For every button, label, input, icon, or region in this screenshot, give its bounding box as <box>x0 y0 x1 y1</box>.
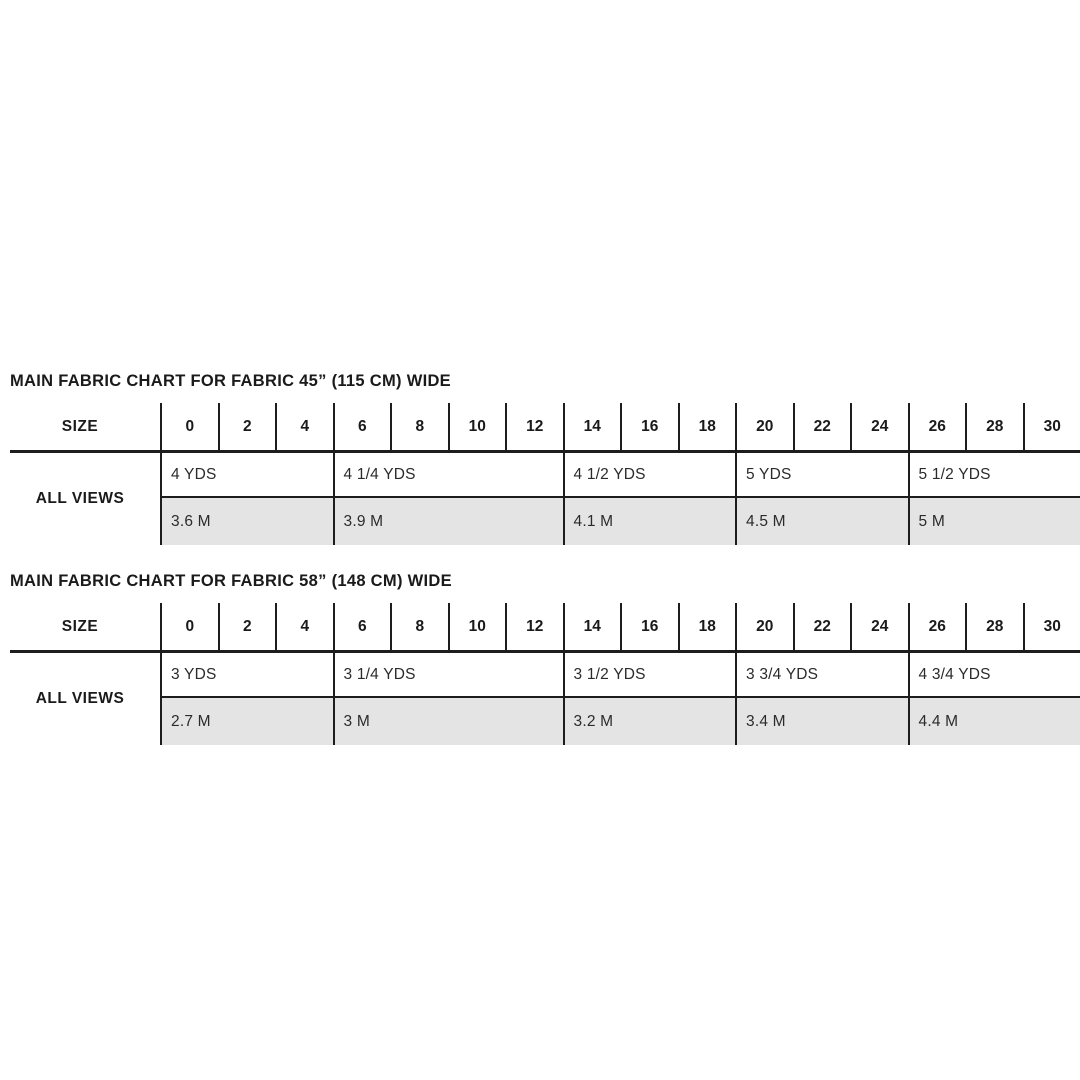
size-col-header: 30 <box>1023 403 1080 450</box>
meters-value-cell: 2.7 M <box>160 698 333 745</box>
size-col-header: 20 <box>735 603 793 650</box>
yards-value-cell: 3 1/4 YDS <box>333 653 563 696</box>
fabric-chart-58in <box>0 570 1080 745</box>
size-col-header: 2 <box>218 603 276 650</box>
meters-value-cell: 5 M <box>908 498 1080 545</box>
size-col-header: 14 <box>563 403 621 450</box>
size-col-header: 12 <box>505 603 563 650</box>
yards-value-cell: 4 3/4 YDS <box>908 653 1080 696</box>
size-col-header: 10 <box>448 603 506 650</box>
size-col-header: 16 <box>620 403 678 450</box>
size-col-header: 18 <box>678 603 736 650</box>
size-col-header: 10 <box>448 403 506 450</box>
yards-row <box>160 453 1080 496</box>
yards-value-cell: 4 YDS <box>160 453 333 496</box>
all-views-label: ALL VIEWS <box>35 690 125 707</box>
size-col-header: 24 <box>850 603 908 650</box>
size-col-header: 26 <box>908 403 966 450</box>
size-col-header: 18 <box>678 403 736 450</box>
yards-value-cell: 3 3/4 YDS <box>735 653 908 696</box>
size-header-label: SIZE <box>61 617 99 635</box>
meters-value-cell: 3.9 M <box>333 498 563 545</box>
size-col-header: 4 <box>275 603 333 650</box>
meters-value-cell: 3.4 M <box>735 698 908 745</box>
meters-value-cell: 4.1 M <box>563 498 736 545</box>
yards-value-cell: 5 YDS <box>735 453 908 496</box>
size-col-header: 22 <box>793 603 851 650</box>
size-col-header: 30 <box>1023 603 1080 650</box>
size-col-header: 2 <box>218 403 276 450</box>
chart-title: MAIN FABRIC CHART FOR FABRIC 58” (148 CM) WIDE <box>10 572 452 590</box>
size-col-header: 4 <box>275 403 333 450</box>
size-header-label: SIZE <box>61 417 99 435</box>
all-views-label: ALL VIEWS <box>35 490 125 507</box>
chart-title: MAIN FABRIC CHART FOR FABRIC 45” (115 CM) WIDE <box>10 372 451 390</box>
yards-row <box>160 653 1080 696</box>
size-col-header: 22 <box>793 403 851 450</box>
meters-row <box>160 498 1080 545</box>
yards-value-cell: 4 1/4 YDS <box>333 453 563 496</box>
meters-value-cell: 3.6 M <box>160 498 333 545</box>
size-col-header: 6 <box>333 403 391 450</box>
size-col-header: 24 <box>850 403 908 450</box>
meters-value-cell: 4.4 M <box>908 698 1080 745</box>
size-col-header: 0 <box>160 603 218 650</box>
size-col-header: 8 <box>390 403 448 450</box>
size-col-header: 12 <box>505 403 563 450</box>
size-col-header: 8 <box>390 603 448 650</box>
size-col-header: 16 <box>620 603 678 650</box>
size-col-header: 26 <box>908 603 966 650</box>
size-col-header: 28 <box>965 603 1023 650</box>
fabric-chart-45in <box>0 370 1080 545</box>
yards-value-cell: 4 1/2 YDS <box>563 453 736 496</box>
meters-value-cell: 3.2 M <box>563 698 736 745</box>
yards-value-cell: 3 1/2 YDS <box>563 653 736 696</box>
size-col-header: 20 <box>735 403 793 450</box>
size-col-header: 6 <box>333 603 391 650</box>
meters-row <box>160 698 1080 745</box>
size-col-header: 14 <box>563 603 621 650</box>
yards-value-cell: 3 YDS <box>160 653 333 696</box>
yards-value-cell: 5 1/2 YDS <box>908 453 1080 496</box>
meters-value-cell: 3 M <box>333 698 563 745</box>
meters-value-cell: 4.5 M <box>735 498 908 545</box>
size-col-header: 28 <box>965 403 1023 450</box>
size-col-header: 0 <box>160 403 218 450</box>
